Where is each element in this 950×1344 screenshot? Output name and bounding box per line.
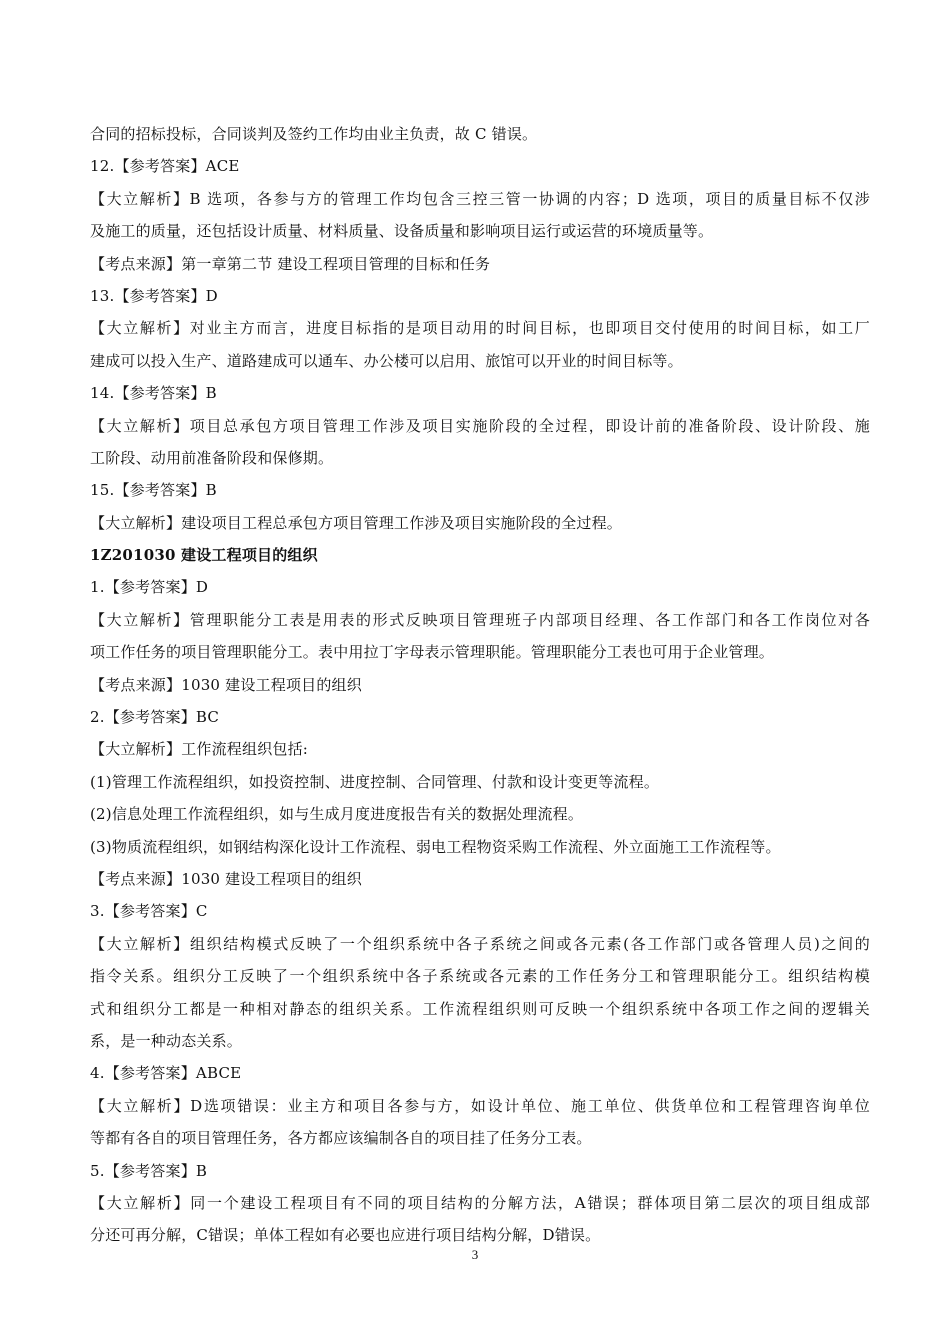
source-line: 【考点来源】1030 建设工程项目的组织 — [90, 675, 362, 694]
section-heading: 1Z201030 建设工程项目的组织 — [90, 546, 318, 565]
analysis-line: 【大立解析】工作流程组织包括: — [90, 740, 309, 759]
analysis-line: 【大立解析】管理职能分工表是用表的形式反映项目管理班子内部项目经理、各工作部门和各工作岗位对各 — [90, 610, 870, 629]
source-line: 【考点来源】1030 建设工程项目的组织 — [90, 869, 362, 888]
list-item: (1)管理工作流程组织，如投资控制、进度控制、合同管理、付款和设计变更等流程。 — [90, 772, 660, 791]
text-line: 式和组织分工都是一种相对静态的组织关系。工作流程组织则可反映一个组织系统中各项工作之间的逻辑关 — [90, 999, 870, 1018]
text-line: 合同的招标投标，合同谈判及签约工作均由业主负责，故 C 错误。 — [90, 125, 538, 143]
text-line: 项工作任务的项目管理职能分工。表中用拉丁字母表示管理职能。管理职能分工表也可用于企业管理。 — [90, 643, 775, 662]
analysis-line: 【大立解析】D选项错误：业主方和项目各参与方，如设计单位、施工单位、供货单位和工程管理咨询单位 — [90, 1096, 870, 1115]
page-number: 3 — [471, 1247, 479, 1262]
list-item: (3)物质流程组织，如钢结构深化设计工作流程、弱电工程物资采购工作流程、外立面施工工作流程等。 — [90, 837, 781, 856]
text-line: 建成可以投入生产、道路建成可以通车、办公楼可以启用、旅馆可以开业的时间目标等。 — [90, 351, 683, 370]
answer-line: 14.【参考答案】B — [90, 384, 217, 403]
source-line: 【考点来源】第一章第二节 建设工程项目管理的目标和任务 — [90, 254, 491, 273]
text-line: 及施工的质量，还包括设计质量、材料质量、设备质量和影响项目运行或运营的环境质量等。 — [90, 222, 714, 241]
answer-line: 12.【参考答案】ACE — [90, 157, 240, 176]
analysis-line: 【大立解析】组织结构模式反映了一个组织系统中各子系统之间或各元素(各工作部门或各管理人员)之间的 — [90, 934, 870, 953]
answer-line: 3.【参考答案】C — [90, 902, 208, 921]
analysis-line: 【大立解析】同一个建设工程项目有不同的项目结构的分解方法，A错误；群体项目第二层次的项目组成部 — [90, 1193, 870, 1212]
analysis-line: 【大立解析】建设项目工程总承包方项目管理工作涉及项目实施阶段的全过程。 — [90, 513, 623, 532]
answer-line: 15.【参考答案】B — [90, 481, 217, 500]
analysis-line: 【大立解析】B 选项，各参与方的管理工作均包含三控三管一协调的内容；D 选项，项目的质量目标不仅涉 — [90, 189, 870, 208]
list-item: (2)信息处理工作流程组织，如与生成月度进度报告有关的数据处理流程。 — [90, 805, 584, 824]
analysis-line: 【大立解析】对业主方而言，进度目标指的是项目动用的时间目标，也即项目交付使用的时间目标，如工厂 — [90, 319, 870, 338]
text-line: 指令关系。组织分工反映了一个组织系统中各子系统或各元素的工作任务分工和管理职能分工。组织结构模 — [90, 967, 870, 986]
text-line: 工阶段、动用前准备阶段和保修期。 — [90, 448, 334, 467]
answer-line: 4.【参考答案】ABCE — [90, 1064, 242, 1083]
answer-line: 2.【参考答案】BC — [90, 708, 220, 727]
answer-line: 1.【参考答案】D — [90, 578, 209, 597]
document-body — [90, 118, 870, 1252]
answer-line: 13.【参考答案】D — [90, 286, 218, 305]
text-line: 等都有各自的项目管理任务，各方都应该编制各自的项目挂了任务分工表。 — [90, 1129, 592, 1148]
analysis-line: 【大立解析】项目总承包方项目管理工作涉及项目实施阶段的全过程，即设计前的准备阶段、设计阶段、施 — [90, 416, 870, 435]
text-line: 系，是一种动态关系。 — [90, 1031, 243, 1050]
text-line: 分还可再分解，C错误；单体工程如有必要也应进行项目结构分解，D错误。 — [90, 1226, 601, 1245]
answer-line: 5.【参考答案】B — [90, 1161, 208, 1180]
